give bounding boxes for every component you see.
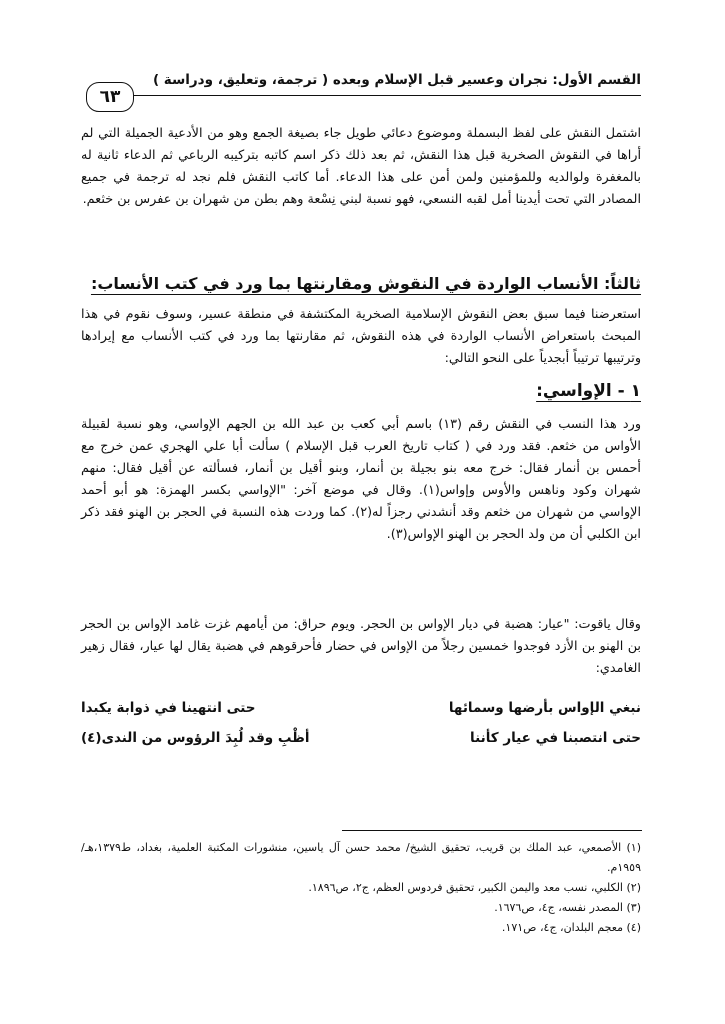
footnote-separator [342, 830, 642, 831]
footnote: (٣) المصدر نفسه، ج٤، ص١٦٧٦. [494, 901, 641, 914]
footnote: (٤) معجم البلدان، ج٤، ص١٧١. [501, 921, 641, 934]
verse-second-hemistich: أظْبِ وقد لُبِدَ الرؤوس من الندى(٤) [81, 730, 310, 746]
section-paragraph-genealogies [81, 304, 641, 370]
footnotes [81, 838, 641, 938]
subsection-paragraph-aws [81, 414, 641, 546]
footnote: (١) الأصمعي، عبد الملك بن قريب، تحقيق الشيخ/ محمد حسن آل ياسين، منشورات المكتبة العلمية، بغداد، ط١٣٧٩،هـ/١٩٥٩م. [81, 841, 641, 874]
verse-first-hemistich: حتى انتصبنا في عيار كأننا [470, 730, 641, 746]
header-rule [88, 95, 641, 96]
yaqut-paragraph-text: وقال ياقوت: "عيار: هضبة في ديار الإواس بن الحجر. ويوم حراق: من أيامهم غزت غامد الإواس بن الحجر بن الهنو بن الأزد فوجدوا خمسين رجلاً من الإواس في حضار فأحرقوهم في هضبة يقال لها عيار، فقال زهير الغامدي: [81, 617, 641, 676]
intro-paragraph [81, 123, 641, 211]
verse-first-hemistich: نبغي الإواس بأرضها وسمائها [448, 700, 641, 716]
poem [81, 693, 641, 753]
running-header: القسم الأول: نجران وعسير قبل الإسلام وبعده ( ترجمة، وتعليق، ودراسة ) [152, 72, 641, 88]
section-paragraph-text: استعرضنا فيما سبق بعض النقوش الإسلامية الصخرية المكتشفة في منطقة عسير، وسوف نقوم في هذا المبحث باستعراض الأنساب الواردة في هذه النقوش، ثم مقارنتها بما ورد في كتب الأنساب مع إيرادها وترتيبها ترتيباً أبجدياً على النحو التالي: [81, 307, 641, 366]
section-heading-genealogies: ثالثاً: الأنساب الواردة في النقوش ومقارنتها بما ورد في كتب الأنساب: [90, 274, 641, 293]
subsection-heading-aws: ١ - الإواسي: [536, 381, 641, 401]
poem-verse [81, 723, 641, 753]
yaqut-paragraph [81, 614, 641, 680]
verse-second-hemistich: حتى انتهينا في ذوابة يكبدا [81, 700, 256, 716]
footnote: (٢) الكلبي، نسب معد واليمن الكبير، تحقيق فردوس العظم، ج٢، ص١٨٩٦. [308, 881, 641, 894]
poem-verse [81, 693, 641, 723]
intro-paragraph-text: اشتمل النقش على لفظ البسملة وموضوع دعائي طويل جاء بصيغة الجمع وهو من الأدعية الجميلة التي لم أراها في النقوش الصخرية قبل هذا النقش، ثم بعد ذلك ذكر اسم كاتبه بتركيبه الرباعي ثم الدعاء ثانية له بالمغفرة ولوالديه وللمؤمنين ولمن أمن على هذا الدعاء. أما كاتب النقش فلم نجد له ترجمة في جميع المصادر التي تحت أيدينا أمل لقبه النسعي، فهو نسبة لبني نِسْعة وهم بطن من شهران بن عفرس بن خثعم. [81, 126, 641, 207]
page-number: ٦٣ [86, 82, 134, 112]
subsection-paragraph-text: ورد هذا النسب في النقش رقم (١٣) باسم أبي كعب بن عبد الله بن الجهم الإواسي، وهو نسبة لقبيلة الأواس من خثعم. فقد ورد في ( كتاب تاريخ العرب قبل الإسلام ) سألت أبا علي الهجري عمن خرج مع أحمس بن أنمار فقال: خرج معه بنو بجيلة بن أنمار، وبنو أقيل بن أنمار، فسألته عن أقيل فقال: منهم شهران وكود وناهس والأوس وإواس(١). وقال في موضع آخر: "الإواسي بكسر الهمزة: هو أبو أحمد الإواسي من شهران من خثعم وقد أنشدني رجزاً له(٢). كما وردت هذه النسبة في الحجر بن الهنو فقد ذكر ابن الكلبي أن من ولد الحجر بن الهنو الإواس(٣). [81, 417, 641, 542]
